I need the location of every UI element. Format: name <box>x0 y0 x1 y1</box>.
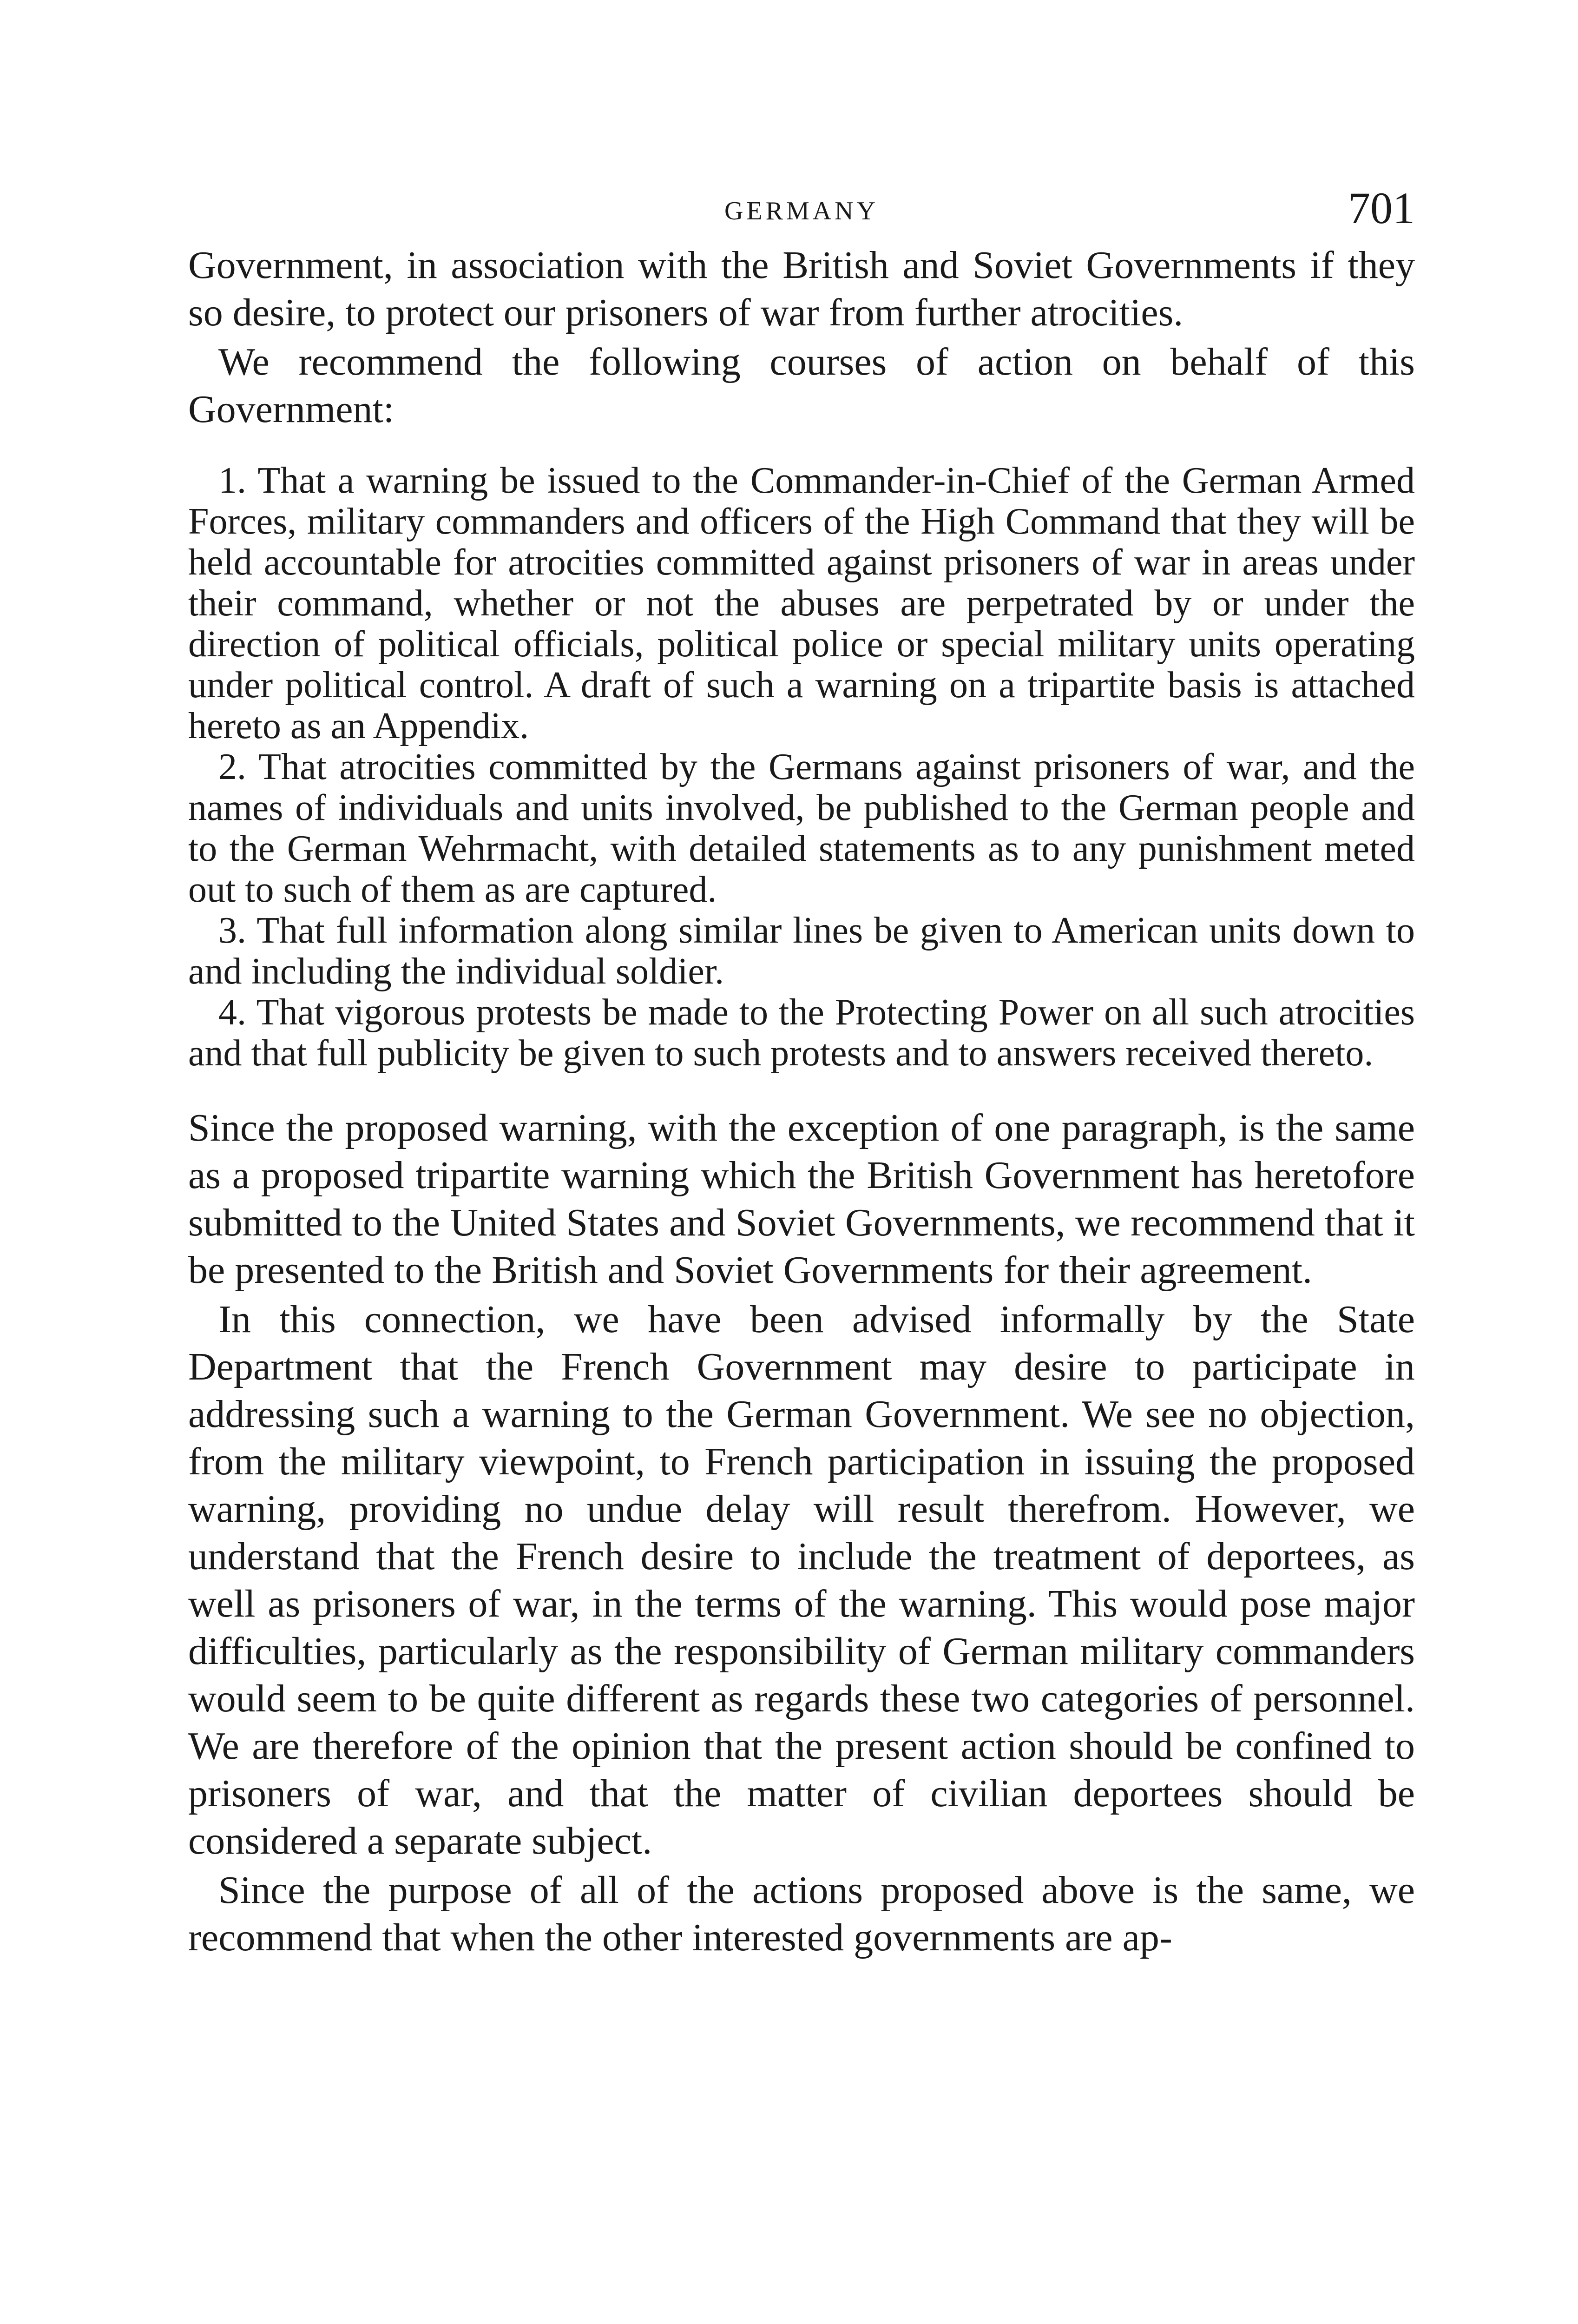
list-item-4: 4. That vigorous protests be made to the Protecting Power on all such atrocities and that full publicity be given to such protests and to answers received thereto. <box>188 992 1415 1074</box>
document-page <box>188 183 1415 1961</box>
running-title: GERMANY <box>724 197 879 225</box>
paragraph-1: Government, in association with the British and Soviet Governments if they so desire, to protect our prisoners of war from further atrocities. <box>188 244 1415 334</box>
paragraph-4: In this connection, we have been advised informally by the State Department that the French Government may desire to participate in addressing such a warning to the German Government. We see no objection, from the military viewpoint, to French participation in issuing the proposed warning, providing no undue delay will result therefrom. However, we understand that the French desire to include the treatment of deportees, as well as prisoners of war, in the terms of the warning. This would pose major difficulties, particularly as the responsibility of German military commanders would seem to be quite different as regards these two categories of personnel. We are therefore of the opinion that the present action should be confined to prisoners of war, and that the matter of civilian deportees should be considered a separate subject. <box>188 1298 1415 1862</box>
page-number: 701 <box>1348 183 1415 233</box>
list-item-1: 1. That a warning be issued to the Commander-in-Chief of the German Armed Forces, military commanders and officers of the High Command that they will be held accountable for atrocities committed against prisoners of war in areas under their command, whether or not the abuses are perpetrated by or under the direction of political officials, political police or special military units operating under political control. A draft of such a warning on a tripartite basis is attached hereto as an Appendix. <box>188 460 1415 746</box>
paragraph-2: We recommend the following courses of action on behalf of this Government: <box>188 340 1415 431</box>
paragraph-5: Since the purpose of all of the actions proposed above is the same, we recommend that when the other interested governments are ap- <box>188 1868 1415 1959</box>
running-head <box>188 183 1415 242</box>
list-item-2: 2. That atrocities committed by the Germans against prisoners of war, and the names of individuals and units involved, be published to the German people and to the German Wehrmacht, with detailed statements as to any punishment meted out to such of them as are captured. <box>188 746 1415 910</box>
list-item-3: 3. That full information along similar lines be given to American units down to and including the individual soldier. <box>188 910 1415 992</box>
paragraph-3: Since the proposed warning, with the exception of one paragraph, is the same as a proposed tripartite warning which the British Government has heretofore submitted to the United States and Soviet Governments, we recommend that it be presented to the British and Soviet Governments for their agreement. <box>188 1106 1415 1292</box>
recommendations-list <box>188 460 1415 1074</box>
